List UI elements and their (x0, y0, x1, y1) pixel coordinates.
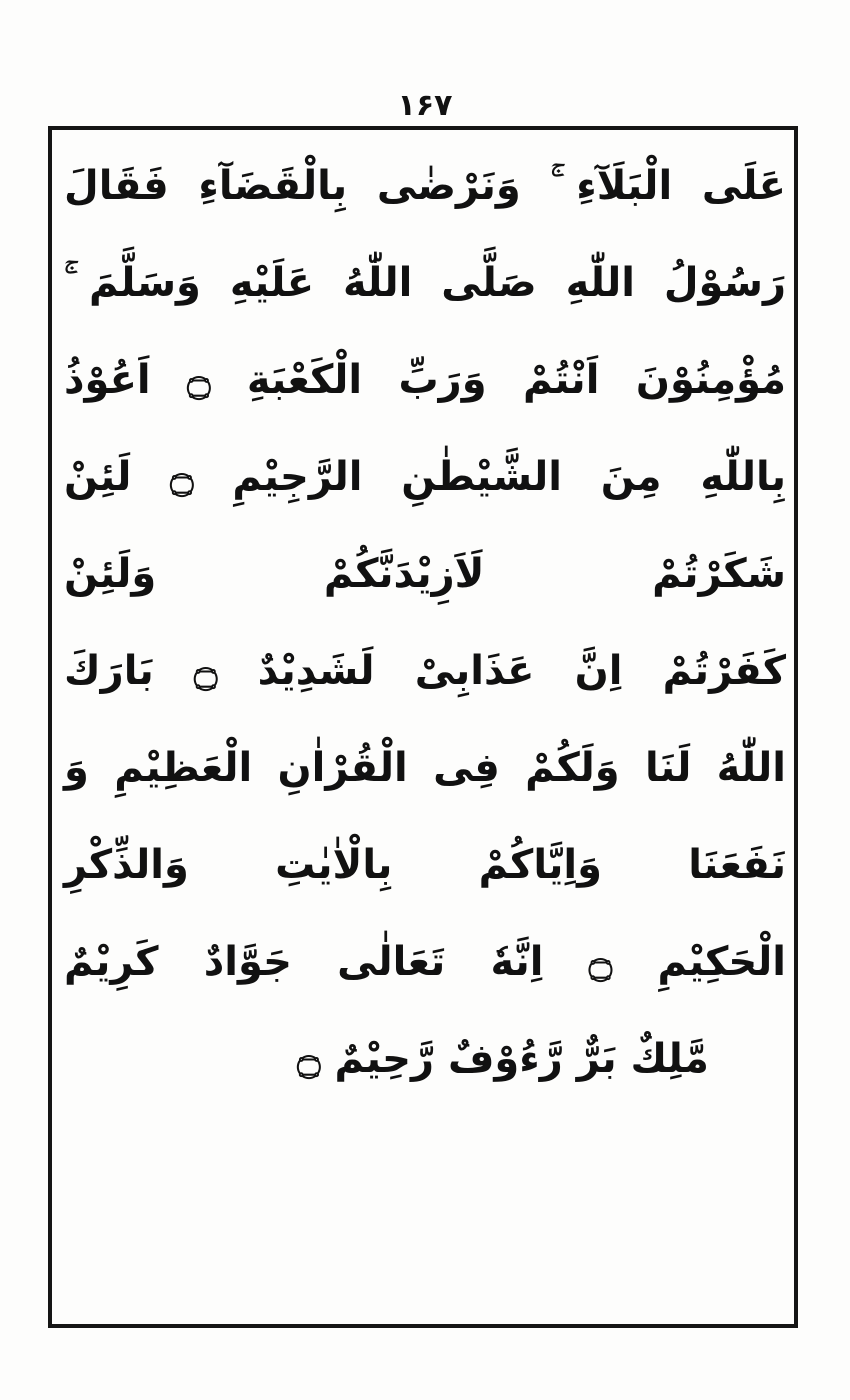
text-line-8: نَفَعَنَا وَاِيَّاكُمْ بِالْاٰيٰتِ وَالذِّكْرِ (64, 842, 786, 888)
text-line-7: اللّٰهُ لَنَا وَلَكُمْ فِى الْقُرْاٰنِ الْعَظِيْمِ وَ (64, 745, 786, 791)
text-line-1: عَلَى الْبَلَآءِ ۚ وَنَرْضٰى بِالْقَضَآءِ فَقَالَ (64, 163, 786, 209)
arabic-text-body (60, 138, 790, 1108)
text-line-6: كَفَرْتُمْ اِنَّ عَذَابِىْ لَشَدِيْدٌ ۝ بَارَكَ (64, 648, 786, 694)
text-line-2: رَسُوْلُ اللّٰهِ صَلَّى اللّٰهُ عَلَيْهِ وَسَلَّمَ ۚ (64, 260, 786, 306)
text-line-9: الْحَكِيْمِ ۝ اِنَّهٗ تَعَالٰى جَوَّادٌ كَرِيْمٌ (64, 939, 786, 985)
text-line-5: شَكَرْتُمْ لَاَزِيْدَنَّكُمْ وَلَئِنْ (64, 551, 786, 597)
text-line-10: مَّلِكٌ بَرٌّ رَّءُوْفٌ رَّحِيْمٌ ۝ (297, 1036, 709, 1082)
page-number: ۱۶۷ (397, 88, 453, 123)
text-line-3: مُؤْمِنُوْنَ اَنْتُمْ وَرَبِّ الْكَعْبَةِ ۝ اَعُوْذُ (64, 357, 786, 403)
text-line-4: بِاللّٰهِ مِنَ الشَّيْطٰنِ الرَّجِيْمِ ۝ لَئِنْ (64, 454, 786, 500)
